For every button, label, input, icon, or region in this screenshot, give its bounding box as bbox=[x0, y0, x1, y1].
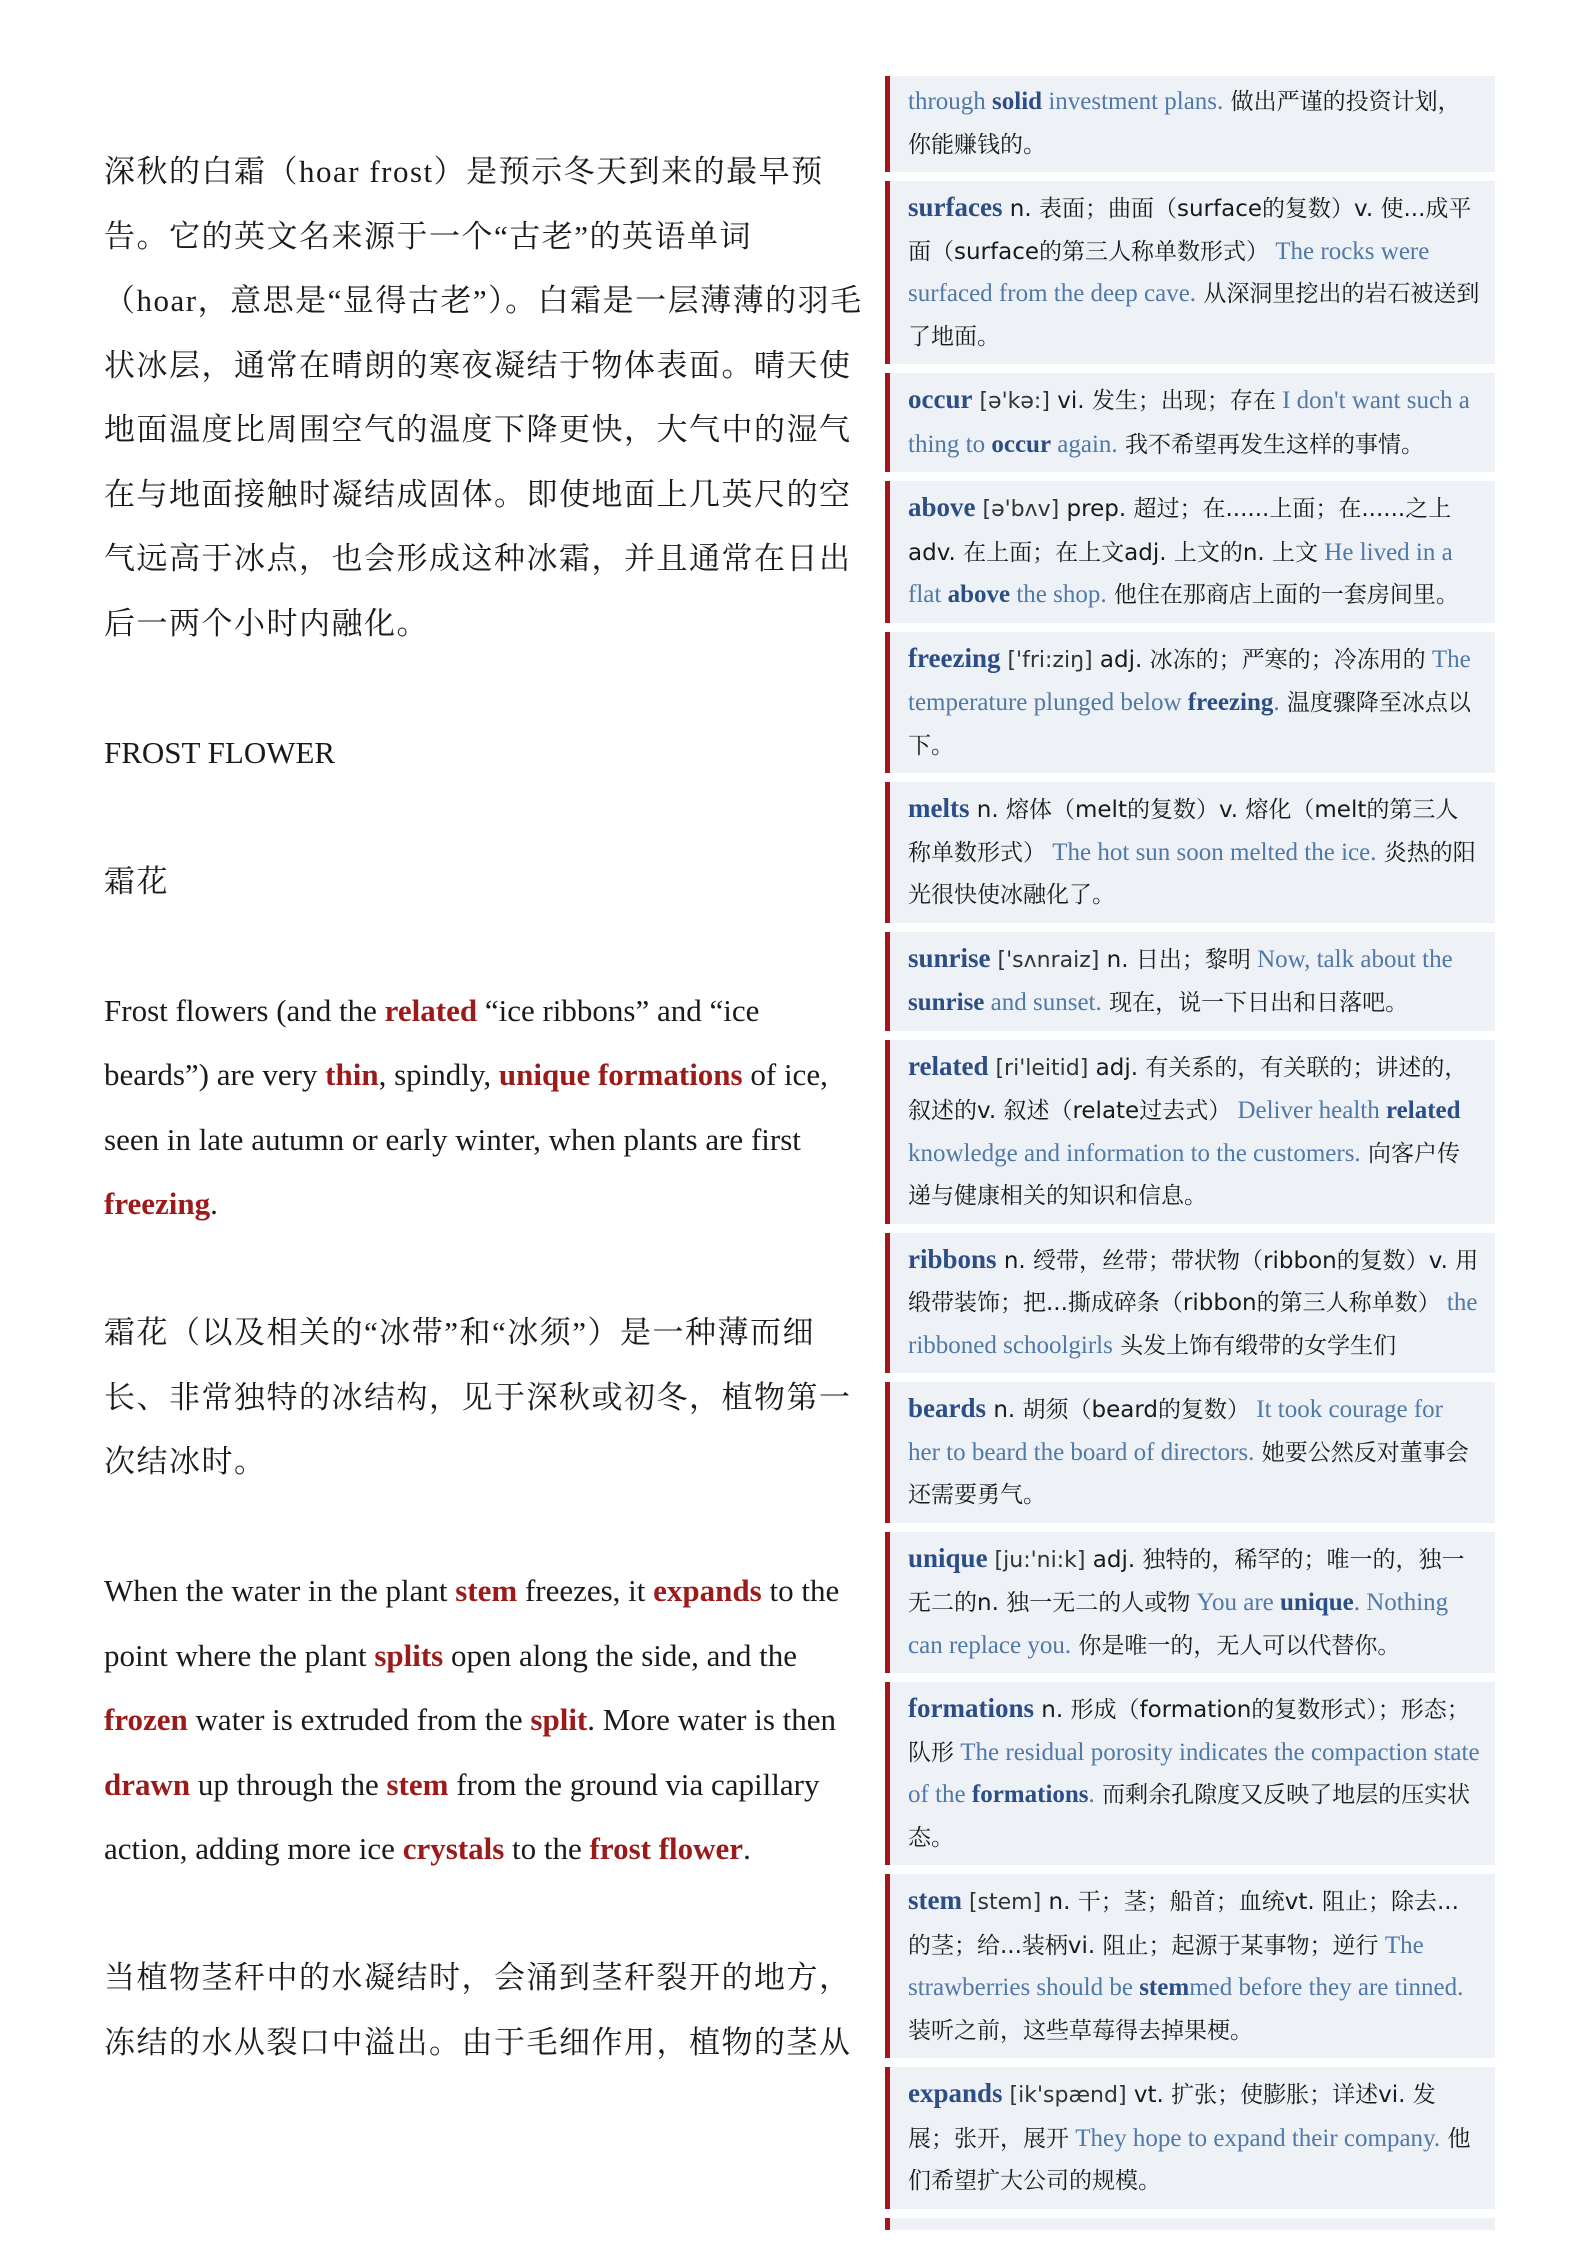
vocab-card-solid bbox=[885, 76, 1495, 172]
keyword[interactable]: unique bbox=[498, 1057, 591, 1092]
keyword[interactable]: frost bbox=[589, 1831, 651, 1866]
definition: adj. 冰冻的；严寒的；冷冻用的 bbox=[1092, 646, 1426, 673]
example-translation: 温度骤降至冰点以下。 bbox=[908, 690, 1471, 759]
vocabulary-sidebar bbox=[885, 76, 1495, 2230]
vocab-word[interactable]: formations bbox=[908, 1693, 1034, 1723]
keyword[interactable]: thin bbox=[325, 1057, 379, 1092]
keyword[interactable]: flower bbox=[658, 1831, 744, 1866]
definition: adj. 有关系的，有关联的；讲述的，叙述的v. 叙述（relate过去式） bbox=[908, 1054, 1468, 1124]
example-translation: 现在，说一下日出和日落吧。 bbox=[1101, 990, 1409, 1016]
example-translation: 向客户传递与健康相关的知识和信息。 bbox=[908, 1140, 1460, 1209]
phonetic: [ri'leitid] bbox=[988, 1055, 1089, 1081]
definition: n. 胡须（beard的复数） bbox=[986, 1397, 1251, 1423]
vocab-card-freezing bbox=[885, 632, 1495, 774]
example-sentence: The strawberries should be stemmed before they are tinned. bbox=[908, 1931, 1464, 2001]
example-translation: 你是唯一的，无人可以代替你。 bbox=[1071, 1632, 1401, 1659]
example-translation: 装听之前，这些草莓得去掉果梗。 bbox=[908, 2017, 1253, 2044]
phonetic: [ju:'ni:k] bbox=[987, 1547, 1086, 1573]
vocab-card-next bbox=[885, 2218, 1495, 2230]
example-sentence: He lived in a flat above the shop. bbox=[908, 538, 1453, 608]
example-sentence: Deliver health related knowledge and information to the customers. bbox=[908, 1097, 1461, 1167]
vocab-card-expands bbox=[885, 2067, 1495, 2209]
definition: n. 熔体（melt的复数）v. 熔化（melt的第三人称单数形式） bbox=[908, 797, 1459, 866]
paragraph-frost-flowers-zh: 霜花（以及相关的“冰带”和“冰须”）是一种薄而细长、非常独特的冰结构，见于深秋或初冬，植物第一次结冰时。 bbox=[104, 1315, 852, 1479]
phonetic: [stem] bbox=[961, 1890, 1042, 1915]
vocab-card-related bbox=[885, 1040, 1495, 1224]
keyword[interactable]: frozen bbox=[104, 1702, 188, 1737]
phonetic: [ə'kə:] bbox=[972, 389, 1050, 414]
example-sentence: The rocks were surfaced from the deep cave. bbox=[908, 237, 1430, 307]
example-translation: 做出严谨的投资计划，你能赚钱的。 bbox=[908, 89, 1461, 158]
vocab-card-above bbox=[885, 481, 1495, 623]
vocab-word[interactable]: stem bbox=[908, 1885, 962, 1915]
vocab-word[interactable]: freezing bbox=[908, 642, 1001, 673]
vocab-word[interactable]: unique bbox=[908, 1542, 988, 1573]
definition: n. 日出；黎明 bbox=[1099, 946, 1251, 973]
vocab-word[interactable]: sunrise bbox=[908, 942, 991, 973]
example-sentence: The hot sun soon melted the ice. bbox=[1046, 838, 1377, 866]
example-translation: 头发上饰有缎带的女学生们 bbox=[1112, 1332, 1397, 1359]
keyword[interactable]: related bbox=[384, 992, 478, 1028]
example-sentence: Now, talk about the sunrise and sunset. bbox=[908, 945, 1453, 1016]
phonetic: [ə'bʌv] bbox=[975, 497, 1060, 522]
example-translation: 炎热的阳光很快使冰融化了。 bbox=[908, 839, 1476, 908]
phonetic: ['fri:ziŋ] bbox=[1000, 647, 1093, 673]
keyword[interactable]: stem bbox=[455, 1573, 518, 1608]
definition: n. 干；茎；船首；血统vt. 阻止；除去...的茎；给...装柄vi. 阻止；起源于某事物；逆行 bbox=[908, 1889, 1459, 1959]
keyword[interactable]: formations bbox=[597, 1057, 743, 1092]
phonetic: [ik'spænd] bbox=[1002, 2083, 1127, 2108]
definition: n. 表面；曲面（surface的复数）v. 使...成平面（surface的第三人称单数形式） bbox=[908, 196, 1472, 265]
vocab-card-surfaces bbox=[885, 181, 1495, 364]
example-translation: 她要公然反对董事会还需要勇气。 bbox=[908, 1439, 1469, 1508]
example-translation: 他住在那商店上面的一套房间里。 bbox=[1106, 582, 1459, 608]
vocab-card-formations bbox=[885, 1682, 1495, 1865]
vocab-card-stem bbox=[885, 1874, 1495, 2058]
vocab-word[interactable]: melts bbox=[908, 793, 970, 823]
vocab-word[interactable]: occur bbox=[908, 384, 973, 414]
keyword[interactable]: freezing bbox=[104, 1186, 211, 1221]
example-sentence: I don't want such a thing to occur again. bbox=[908, 387, 1470, 458]
example-sentence: They hope to expand their company. bbox=[1069, 2124, 1441, 2152]
vocab-word[interactable]: expands bbox=[908, 2078, 1003, 2108]
example-translation: 从深洞里挖出的岩石被送到了地面。 bbox=[908, 281, 1480, 350]
heading-frost-flower-zh: 霜花 bbox=[104, 863, 169, 899]
definition: adj. 独特的，稀罕的；唯一的，独一无二的n. 独一无二的人或物 bbox=[908, 1546, 1465, 1616]
keyword[interactable]: crystals bbox=[402, 1831, 505, 1866]
keyword[interactable]: splits bbox=[374, 1637, 444, 1673]
example-translation: 我不希望再发生这样的事情。 bbox=[1117, 431, 1424, 458]
paragraph-hoar-frost-zh: 深秋的白霜（hoar frost）是预示冬天到来的最早预告。它的英文名来源于一个“古老”的英语单词（hoar，意思是“显得古老”）。白霜是一层薄薄的羽毛状冰层，通常在晴朗的寒夜凝结于物体表面。晴天使地面温度比周围空气的温度下降更快，大气中的湿气在与地面接触时凝结成固体。即使地面上几英尺的空气远高于冰点，也会形成这种冰霜，并且通常在日出后一两个小时内融化。 bbox=[104, 154, 863, 641]
definition: prep. 超过；在......上面；在......之上 adv. 在上面；在上文adj. 上文的n. 上文 bbox=[908, 496, 1452, 566]
example-sentence: the ribboned schoolgirls bbox=[908, 1289, 1478, 1359]
definition: n. 绶带，丝带；带状物（ribbon的复数）v. 用缎带装饰；把...撕成碎条（ribbon的第三人称单数） bbox=[908, 1247, 1479, 1316]
example-sentence: through solid investment plans. bbox=[908, 88, 1224, 115]
vocab-card-ribbons bbox=[885, 1233, 1495, 1374]
vocab-card-melts bbox=[885, 782, 1495, 923]
example-translation: 他们希望扩大公司的规模。 bbox=[908, 2125, 1471, 2194]
paragraph-frost-flowers-en: Frost flowers (and the related “ice ribbons” and “ice beards”) are very thin, spindly, unique formations of ice, seen in late autumn or early winter, when plants are first freezing. bbox=[104, 992, 828, 1221]
example-sentence: The residual porosity indicates the compaction state of the formations. bbox=[908, 1738, 1480, 1808]
vocab-card-unique bbox=[885, 1532, 1495, 1674]
example-translation: 而剩余孔隙度又反映了地层的压实状态。 bbox=[908, 1782, 1471, 1851]
definition: vi. 发生；出现；存在 bbox=[1049, 388, 1276, 414]
keyword[interactable]: split bbox=[530, 1702, 588, 1737]
vocab-card-beards bbox=[885, 1382, 1495, 1523]
vocab-word[interactable]: beards bbox=[908, 1393, 987, 1423]
vocab-word[interactable]: ribbons bbox=[908, 1243, 997, 1274]
example-sentence: You are unique. Nothing can replace you. bbox=[908, 1589, 1449, 1659]
paragraph-stem-freeze-en: When the water in the plant stem freezes, it expands to the point where the plant splits open along the side, and the frozen water is extruded from the split. More water is then drawn up through the stem from the ground via capillary action, adding more ice crystals to the frost flower. bbox=[104, 1573, 840, 1866]
example-sentence: It took courage for her to beard the board of directors. bbox=[908, 1396, 1444, 1466]
keyword[interactable]: drawn bbox=[104, 1766, 191, 1802]
heading-frost-flower-en: FROST FLOWER bbox=[104, 734, 336, 770]
paragraph-stem-freeze-zh: 当植物茎秆中的水凝结时，会涌到茎秆裂开的地方，冻结的水从裂口中溢出。由于毛细作用，植物的茎从 bbox=[104, 1960, 852, 2060]
vocab-card-occur bbox=[885, 373, 1495, 472]
phonetic: ['sʌnraiz] bbox=[990, 947, 1100, 973]
vocab-word[interactable]: surfaces bbox=[908, 192, 1003, 222]
vocab-card-sunrise bbox=[885, 932, 1495, 1031]
vocab-word[interactable]: above bbox=[908, 492, 976, 522]
definition: vt. 扩张；使膨胀；详述vi. 发展；张开，展开 bbox=[908, 2082, 1436, 2152]
vocab-word[interactable]: related bbox=[908, 1050, 989, 1081]
example-sentence: The temperature plunged below freezing. bbox=[908, 645, 1471, 716]
article-body bbox=[104, 140, 864, 2075]
definition: n. 形成（formation的复数形式）；形态；队形 bbox=[908, 1697, 1470, 1766]
keyword[interactable]: expands bbox=[653, 1573, 762, 1608]
keyword[interactable]: stem bbox=[386, 1766, 449, 1802]
